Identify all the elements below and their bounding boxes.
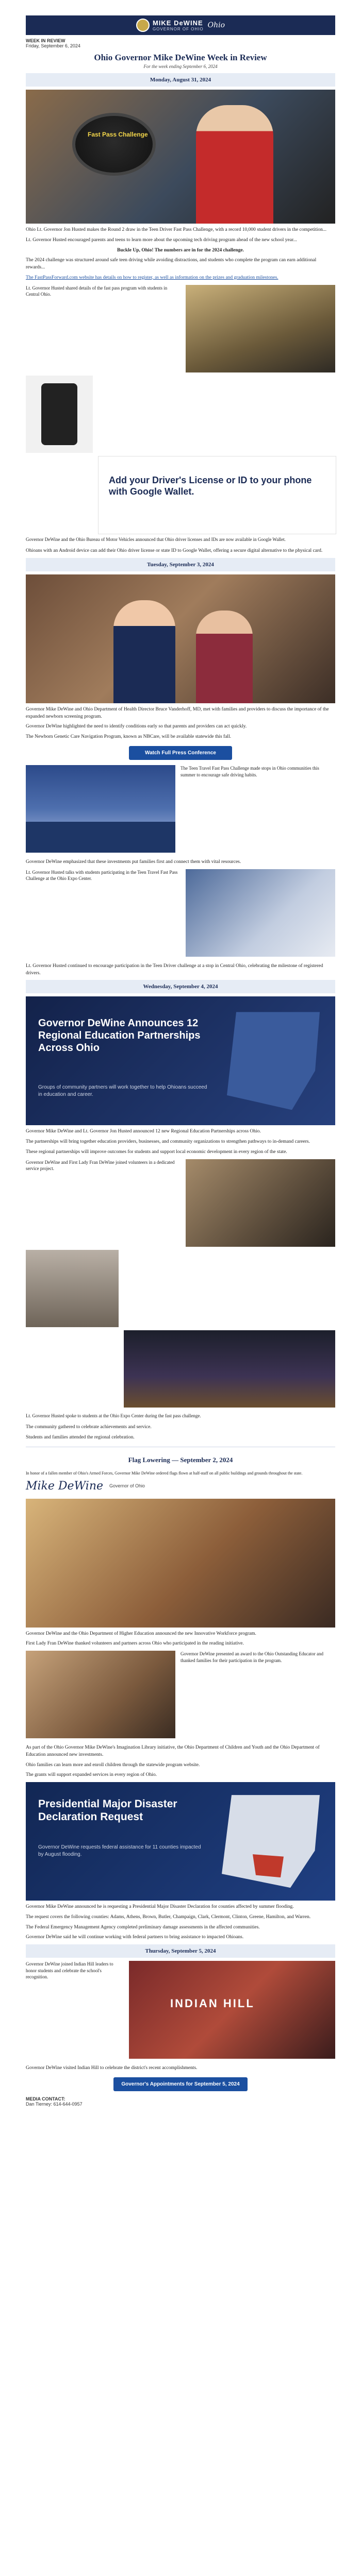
fast-pass-challenge-photo: [186, 869, 335, 957]
email-meta: [26, 35, 335, 48]
imagination-library-photo: [26, 1499, 335, 1628]
sec8-paragraph-1: Governor Mike DeWine announced he is requesting a Presidential Major Disaster Declaration for counties affected by summer flooding.: [26, 1904, 294, 1910]
speaker-figure: [196, 105, 273, 224]
page-title: Ohio Governor Mike DeWine Week in Review: [94, 53, 267, 62]
sec3-caption-right: The Teen Travel Fast Pass Challenge made stops in Ohio communities this summer to encourage safe driving habits.: [180, 766, 319, 777]
service-project-photo: [186, 1159, 335, 1247]
signature-subtitle: Governor of Ohio: [109, 1483, 145, 1489]
sec8-paragraph-3: The Federal Emergency Management Agency completed preliminary damage assessments in the affected communities.: [26, 1924, 260, 1930]
sec3-paragraph-1: Governor Mike DeWine and Ohio Department of Health Director Bruce Vanderhoff, MD, met with families and providers to discuss the importance of the expanded newborn screening program.: [26, 706, 329, 719]
sec9-caption-left: Governor DeWine joined Indian Hill leaders to honor students and celebrate the school's recognition.: [26, 1961, 113, 1980]
sec5-paragraph-1: Governor Mike DeWine and Lt. Governor Jon Husted announced 12 new Regional Education Partnerships across Ohio.: [26, 1129, 261, 1134]
stage-celebration-photo: [124, 1330, 335, 1408]
educator-award-photo: [26, 1651, 175, 1738]
day-header-monday: Monday, August 31, 2024: [26, 73, 335, 87]
google-wallet-promo: [98, 456, 336, 534]
sec5-paragraph-2: The partnerships will bring together education providers, businesses, and community organizations to strengthen pathways to in-demand careers.: [26, 1139, 310, 1145]
guest-figure: [196, 611, 253, 703]
day-header-thursday: Thursday, September 5, 2024: [26, 1944, 335, 1958]
sec7-paragraph-3: As part of the Ohio Governor Mike DeWine's Imagination Library initiative, the Ohio Department of Children and Youth and the Ohio Department of Education announced new investments.: [26, 1745, 320, 1757]
governor-appointments-button[interactable]: Governor's Appointments for September 5, 2024: [113, 2077, 248, 2091]
steering-wheel-icon: [72, 113, 156, 176]
sec7-caption-right: Governor DeWine presented an award to the Ohio Outstanding Educator and thanked families for their participation in the program.: [180, 1651, 324, 1663]
disaster-graphic-title: Presidential Major Disaster Declaration Request: [38, 1798, 177, 1823]
governor-office: GOVERNOR OF OHIO: [152, 27, 204, 31]
email-body: [26, 15, 335, 2107]
sec7-paragraph-2: First Lady Fran DeWine thanked volunteers and partners across Ohio who participated in the reading initiative.: [26, 1641, 244, 1647]
sec1-paragraph-4: [26, 275, 335, 282]
sec1-paragraph-1: Ohio Lt. Governor Jon Husted makes the Round 2 draw in the Teen Driver Fast Pass Challenge, with a record 10,000 student drivers in the competition...: [26, 227, 327, 232]
signature-block: [26, 1480, 335, 1493]
sec7-paragraph-4: Ohio families can learn more and enroll children through the statewide program website.: [26, 1762, 200, 1768]
sec7-paragraph-5: The grants will support expanded services in every region of Ohio.: [26, 1772, 157, 1778]
watch-press-conference-button[interactable]: Watch Full Press Conference: [129, 746, 232, 760]
sec3-paragraph-2: Governor DeWine highlighted the need to identify conditions early so that parents and providers can act quickly.: [26, 724, 247, 730]
sec1-paragraph-3: The 2024 challenge was structured around safe teen driving while avoiding distractions, and students who complete the program can earn additional rewards...: [26, 258, 317, 270]
indian-hill-sign-text: INDIAN HILL: [170, 1997, 255, 2010]
governor-figure: [113, 600, 175, 703]
sec7-paragraph-1: Governor DeWine and the Ohio Department of Higher Education announced the new Innovative Workforce program.: [26, 1631, 256, 1636]
meta-label: WEEK IN REVIEW: [26, 38, 65, 43]
media-contact: [26, 2096, 335, 2107]
sec6-caption-right: Governor DeWine and First Lady Fran DeWine joined volunteers in a dedicated service project.: [26, 1159, 175, 1172]
sec8-paragraph-4: Governor DeWine said he will continue working with federal partners to bring assistance to impacted Ohioans.: [26, 1935, 244, 1940]
fastpass-link[interactable]: The FastPassForward.com website has details on how to register, as well as information on the prizes and graduation milestones.: [26, 275, 278, 280]
media-contact-label: MEDIA CONTACT:: [26, 2096, 65, 2102]
day-header-tuesday: Tuesday, September 3, 2024: [26, 558, 335, 571]
google-wallet-phone-photo: [26, 376, 93, 453]
audience-stands: [26, 822, 175, 853]
ohio-seal-icon: [136, 19, 150, 32]
indian-hill-photo: [129, 1961, 335, 2059]
sec9-paragraph-1: Governor DeWine visited Indian Hill to celebrate the district's recent accomplishments.: [26, 2065, 198, 2071]
sec3-paragraph-4: Governor DeWine emphasized that these investments put families first and connect them with vital resources.: [26, 859, 241, 865]
fast-pass-students-photo: [186, 285, 335, 372]
governor-signature: Mike DeWine: [26, 1479, 104, 1493]
ohio-expo-photo: [26, 1250, 119, 1327]
governor-header-banner: [26, 15, 335, 35]
sec6-paragraph-2: Students and families attended the regional celebration.: [26, 1434, 135, 1440]
sec1-heading: Buckle Up, Ohio! The numbers are in for the 2024 challenge.: [117, 247, 244, 253]
newborn-screening-photo: [26, 574, 335, 703]
sec4-caption-left: Lt. Governor Husted talks with students participating in the Teen Travel Fast Pass Challenge at the Ohio Expo Center.: [26, 869, 178, 882]
phone-icon: [41, 383, 77, 445]
ohio-logo: Ohio: [207, 21, 225, 29]
google-wallet-text: Add your Driver's License or ID to your phone with Google Wallet.: [109, 474, 312, 497]
education-graphic-title: Governor DeWine Announces 12 Regional Education Partnerships Across Ohio: [38, 1018, 201, 1054]
sec6-paragraph-1: The community gathered to celebrate achievements and service.: [26, 1425, 152, 1430]
sec4-paragraph-1: Lt. Governor Husted continued to encourage participation in the Teen Driver challenge at a stop in Central Ohio, celebrating the milestone of registered drivers.: [26, 963, 323, 976]
meta-date: Friday, September 6, 2024: [26, 43, 80, 48]
ohio-map-icon: [227, 1012, 320, 1110]
teen-travel-photo: [26, 765, 175, 853]
sec1-paragraph-2: Lt. Governor Husted encouraged parents and teens to learn more about the upcoming tech driving program ahead of the new school year...: [26, 237, 297, 243]
education-graphic-subtitle: Groups of community partners will work together to help Ohioans succeed in education and career.: [38, 1084, 207, 1097]
flag-lowering-title: Flag Lowering — September 2, 2024: [26, 1452, 335, 1468]
photo-caption-text: Fast Pass Challenge: [88, 131, 148, 138]
day-header-wednesday: Wednesday, September 4, 2024: [26, 980, 335, 993]
sec5-paragraph-3: These regional partnerships will improve outcomes for students and support local economic development in every region of the state.: [26, 1149, 287, 1155]
flag-lowering-text: In honor of a fallen member of Ohio's Armed Forces, Governor Mike DeWine ordered flags flown at half-staff on all public buildings and grounds throughout the state.: [26, 1470, 303, 1476]
affected-counties-highlight: [253, 1854, 284, 1877]
sec2-paragraph-1: Ohioans with an Android device can add their Ohio driver license or state ID to Google Wallet, offering a secure digital alternative to the physical card.: [26, 548, 323, 554]
media-contact-name: Dan Tierney: 614-644-0957: [26, 2101, 83, 2107]
fast-pass-photo: [26, 90, 335, 224]
page-subtitle: For the week ending September 6, 2024: [143, 64, 218, 69]
sec2-caption-right: Lt. Governor Husted shared details of the fast pass program with students in Central Ohio.: [26, 285, 168, 297]
sec8-paragraph-2: The request covers the following counties: Adams, Athens, Brown, Butler, Champaign, Clark, Clermont, Clinton, Greene, Hamilton, and Warren.: [26, 1914, 311, 1920]
sec2-caption-left: Governor DeWine and the Ohio Bureau of Motor Vehicles announced that Ohio driver licenses and IDs are now available in Google Wallet.: [26, 536, 286, 542]
disaster-declaration-graphic: [26, 1782, 335, 1901]
governor-name: MIKE DeWINE: [152, 19, 203, 27]
sec6-caption-left: Lt. Governor Husted spoke to students at the Ohio Expo Center during the fast pass challenge.: [26, 1413, 201, 1418]
disaster-graphic-subtitle: Governor DeWine requests federal assistance for 11 counties impacted by August flooding.: [38, 1844, 201, 1857]
sec3-paragraph-3: The Newborn Genetic Care Navigation Program, known as NBCare, will be available statewide this fall.: [26, 734, 232, 740]
education-partnerships-graphic: [26, 996, 335, 1125]
